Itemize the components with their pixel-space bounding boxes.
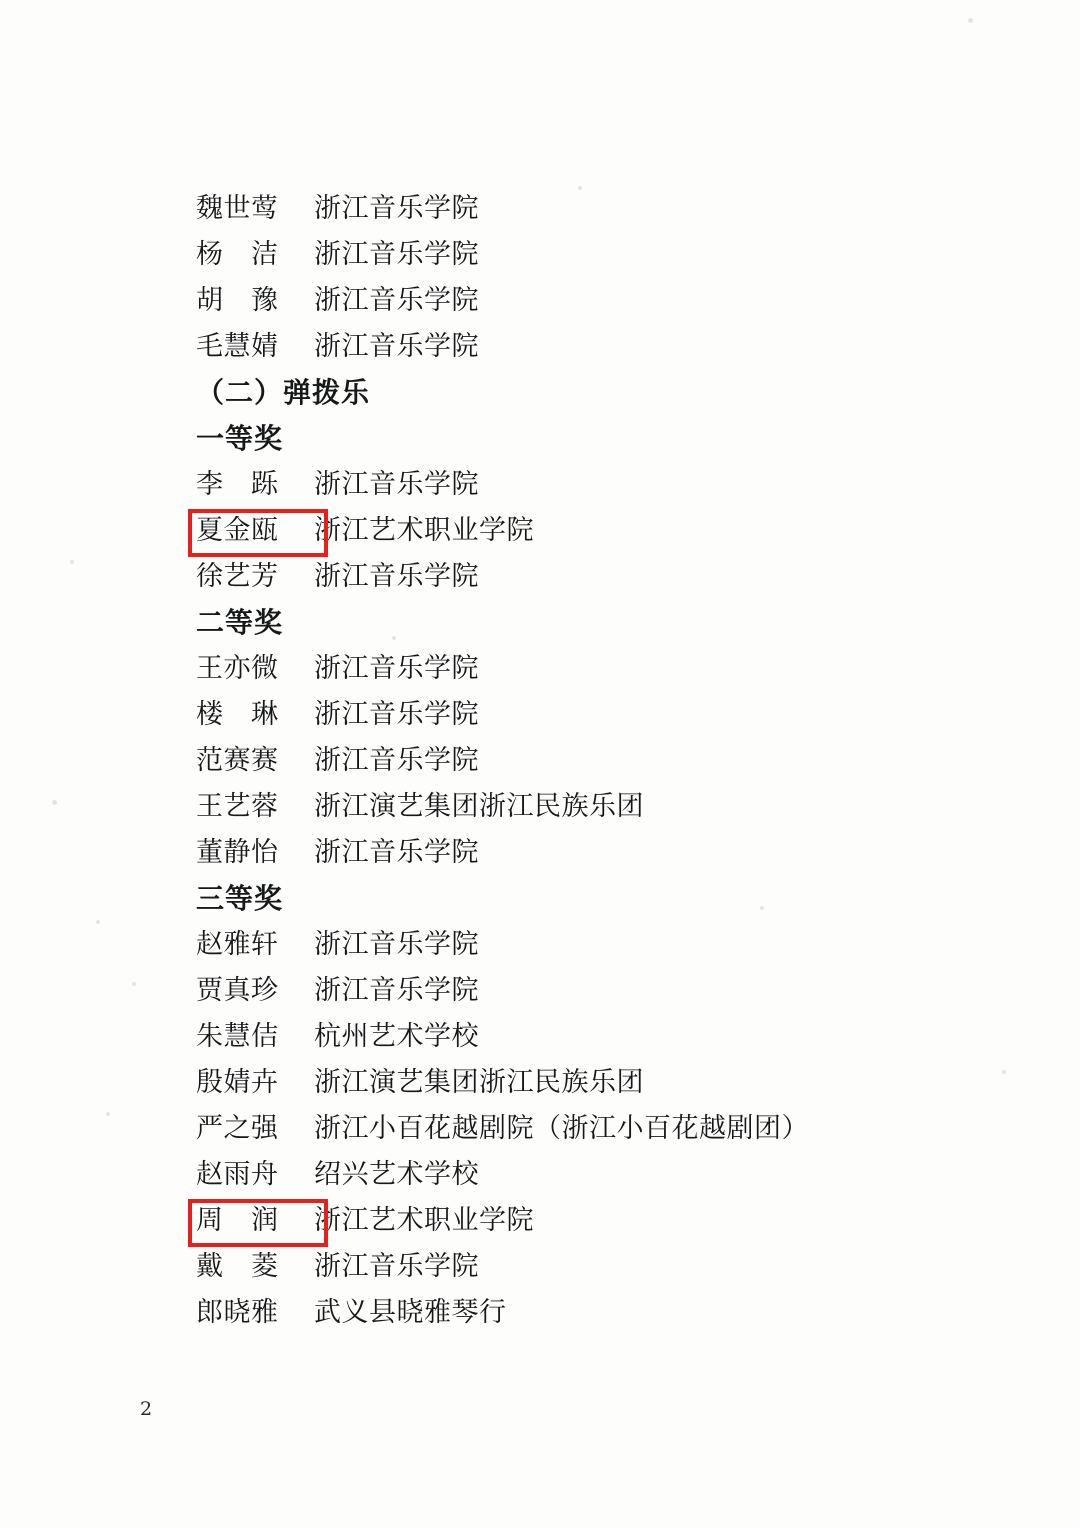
entrant-organization: 浙江音乐学院	[314, 975, 479, 1006]
award-entry-row	[196, 554, 956, 600]
award-entry-row	[196, 922, 956, 968]
entrant-name: 夏金瓯	[196, 515, 279, 546]
entrant-organization: 杭州艺术学校	[314, 1021, 479, 1052]
award-entry-row	[196, 1198, 956, 1244]
entrant-organization: 浙江音乐学院	[314, 469, 479, 500]
entrant-organization: 浙江音乐学院	[314, 653, 479, 684]
entrant-organization: 浙江音乐学院	[314, 193, 479, 224]
award-entry-row	[196, 1152, 956, 1198]
entrant-organization: 浙江音乐学院	[314, 239, 479, 270]
section-heading	[196, 416, 956, 462]
entrant-name: 胡 豫	[196, 285, 279, 316]
award-entry-row	[196, 1106, 956, 1152]
section-heading-text: 一等奖	[196, 422, 284, 455]
entrant-name: 魏世莺	[196, 193, 279, 224]
section-heading	[196, 370, 956, 416]
award-entry-row	[196, 278, 956, 324]
entrant-name: 殷婧卉	[196, 1067, 279, 1098]
award-entry-row	[196, 646, 956, 692]
entrant-name: 毛慧婧	[196, 331, 279, 362]
award-entry-row	[196, 692, 956, 738]
entrant-name: 王艺蓉	[196, 791, 279, 822]
section-heading	[196, 876, 956, 922]
award-entry-row	[196, 1014, 956, 1060]
entrant-organization: 浙江艺术职业学院	[314, 1205, 534, 1236]
scan-speck	[96, 920, 100, 924]
award-entry-row	[196, 784, 956, 830]
award-entry-row	[196, 830, 956, 876]
entrant-name: 徐艺芳	[196, 561, 279, 592]
entrant-organization: 浙江小百花越剧院（浙江小百花越剧团）	[314, 1113, 809, 1144]
entrant-organization: 浙江艺术职业学院	[314, 515, 534, 546]
entrant-organization: 浙江音乐学院	[314, 331, 479, 362]
section-heading	[196, 600, 956, 646]
entrant-name: 楼 琳	[196, 699, 279, 730]
entrant-organization: 浙江音乐学院	[314, 929, 479, 960]
entrant-name: 李 跞	[196, 469, 279, 500]
entrant-organization: 浙江演艺集团浙江民族乐团	[314, 1067, 644, 1098]
entrant-name: 赵雨舟	[196, 1159, 279, 1190]
award-list-body	[196, 186, 956, 1336]
entrant-organization: 浙江音乐学院	[314, 745, 479, 776]
entrant-organization: 浙江音乐学院	[314, 285, 479, 316]
entrant-name: 郎晓雅	[196, 1297, 279, 1328]
section-heading-text: 三等奖	[196, 882, 284, 915]
entrant-name: 董静怡	[196, 837, 279, 868]
page-number: 2	[140, 1398, 153, 1420]
section-heading-text: 二等奖	[196, 606, 284, 639]
entrant-name: 赵雅轩	[196, 929, 279, 960]
entrant-name: 戴 菱	[196, 1251, 279, 1282]
award-entry-row	[196, 324, 956, 370]
award-entry-row	[196, 968, 956, 1014]
scan-speck	[1002, 1070, 1006, 1074]
section-heading-text: （二）弹拨乐	[196, 376, 371, 409]
entrant-organization: 浙江音乐学院	[314, 837, 479, 868]
entrant-name: 严之强	[196, 1113, 279, 1144]
scan-speck	[968, 18, 973, 23]
award-entry-row	[196, 1244, 956, 1290]
scan-speck	[52, 800, 57, 805]
award-entry-row	[196, 508, 956, 554]
entrant-organization: 浙江音乐学院	[314, 699, 479, 730]
entrant-organization: 浙江音乐学院	[314, 1251, 479, 1282]
entrant-name: 贾真珍	[196, 975, 279, 1006]
award-entry-row	[196, 1290, 956, 1336]
entrant-organization: 浙江音乐学院	[314, 561, 479, 592]
entrant-name: 朱慧佶	[196, 1021, 279, 1052]
scan-speck	[106, 1112, 110, 1116]
award-entry-row	[196, 1060, 956, 1106]
entrant-organization: 浙江演艺集团浙江民族乐团	[314, 791, 644, 822]
scan-speck	[70, 560, 74, 564]
entrant-name: 范赛赛	[196, 745, 279, 776]
award-entry-row	[196, 186, 956, 232]
entrant-organization: 绍兴艺术学校	[314, 1159, 479, 1190]
award-entry-row	[196, 738, 956, 784]
scan-speck	[132, 982, 136, 986]
award-entry-row	[196, 232, 956, 278]
entrant-name: 王亦微	[196, 653, 279, 684]
entrant-name: 周 润	[196, 1205, 279, 1236]
entrant-organization: 武义县晓雅琴行	[314, 1297, 507, 1328]
entrant-name: 杨 洁	[196, 239, 279, 270]
award-entry-row	[196, 462, 956, 508]
